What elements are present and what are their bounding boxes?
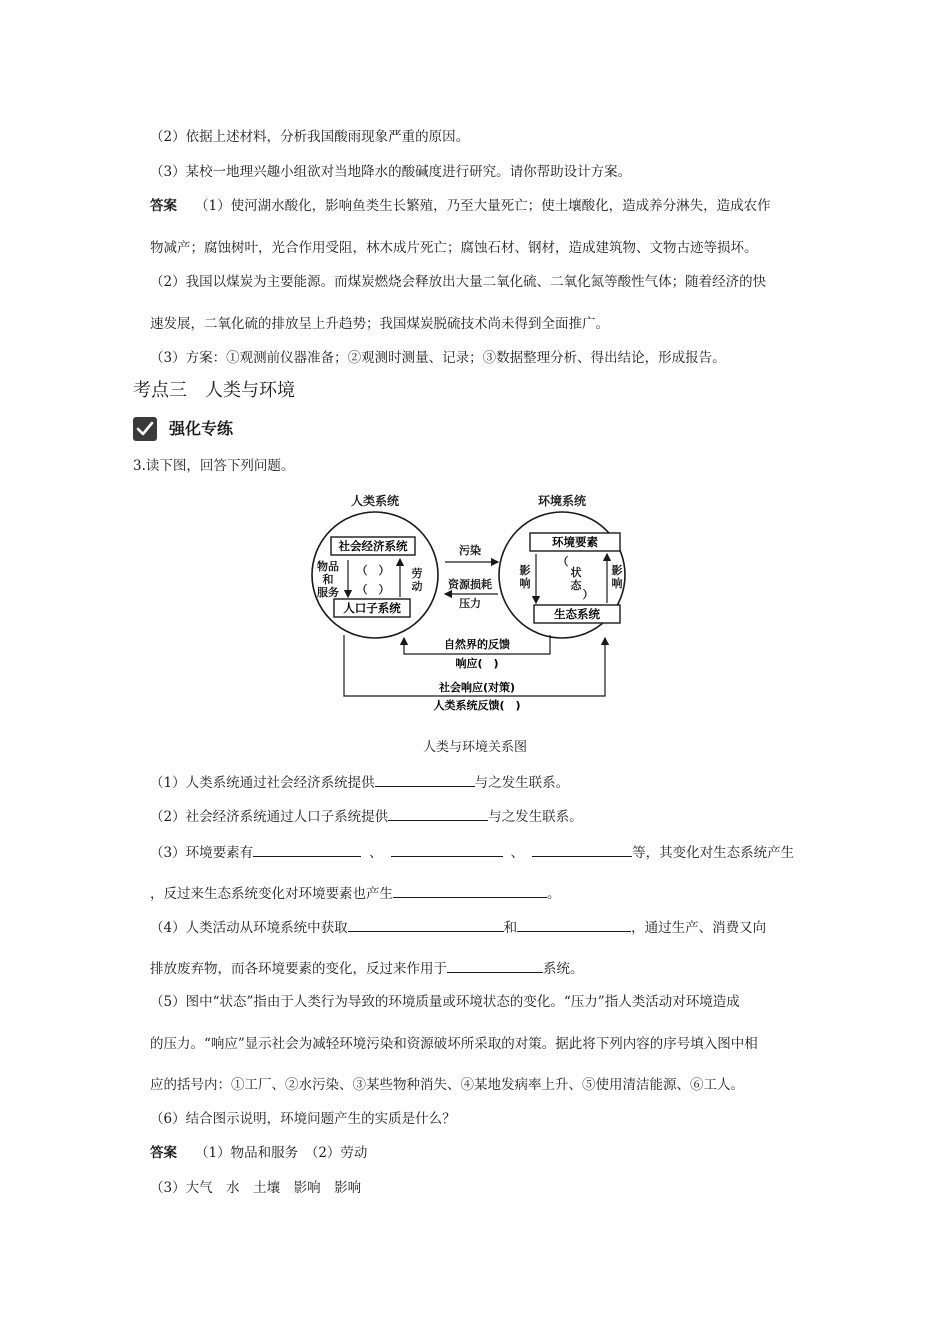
answer-1-line-1	[150, 196, 771, 216]
answer-blank[interactable]	[391, 842, 503, 857]
human-environment-diagram	[300, 490, 650, 720]
response-label: 响应( )	[455, 657, 499, 670]
labor-label-2: 动	[411, 580, 423, 593]
answer-blank[interactable]	[517, 917, 631, 932]
social-response-label: 社会响应(对策)	[438, 681, 516, 694]
state-label-2: 态	[570, 579, 582, 592]
question-part-3: （3）某校一地理兴趣小组欲对当地降水的酸碱度进行研究。请你帮助设计方案。	[150, 164, 632, 180]
question-6: （6）结合图示说明，环境问题产生的实质是什么？	[150, 1111, 456, 1127]
influence-left-2: 响	[519, 577, 531, 590]
question-2: （2）社会经济系统通过人口子系统提供 与之发生联系。	[150, 806, 583, 827]
question-5-line-2: 的压力。“响应”显示社会为减轻环境污染和资源破坏所采取的对策。据此将下列内容的序号填入图中相	[150, 1036, 758, 1052]
goods-label-1: 物品	[317, 560, 339, 573]
influence-left-1: 影	[519, 564, 531, 577]
answer-2-line-1: （2）我国以煤炭为主要能源。而煤炭燃烧会释放出大量二氧化硫、二氧化氮等酸性气体；随着经济的快	[150, 274, 767, 290]
state-paren-close: ）	[582, 588, 594, 601]
answer-blank[interactable]	[532, 842, 632, 857]
drill-label: 强化专练	[169, 419, 234, 438]
final-answer-line-3: （3）大气 水 土壤 影响 影响	[150, 1180, 362, 1196]
env-system-title: 环境系统	[537, 494, 587, 508]
question-5-line-3: 应的括号内：①工厂、②水污染、③某些物种消失、④某地发病率上升、⑤使用清洁能源、⑥工人。	[150, 1077, 744, 1093]
influence-right-2: 响	[611, 577, 623, 590]
question-4-line-2: 排放废弃物，而各环境要素的变化，反过来作用于 系统。	[150, 958, 584, 979]
population-label: 人口子系统	[343, 601, 401, 615]
answer-blank[interactable]	[393, 883, 547, 898]
answer-blank[interactable]	[253, 842, 361, 857]
question-5-line-1: （5）图中“状态”指由于人类行为导致的环境质量或环境状态的变化。“压力”指人类活动对环境造成	[150, 994, 740, 1010]
labor-label-1: 劳	[411, 567, 423, 580]
question-1: （1）人类系统通过社会经济系统提供 与之发生联系。	[150, 772, 569, 793]
resource-label: 资源损耗	[448, 578, 492, 591]
question-part-2: （2）依据上述材料，分析我国酸雨现象严重的原因。	[150, 129, 470, 145]
answer-blank[interactable]	[375, 772, 475, 787]
blank-paren-b: （ ）	[356, 583, 390, 596]
answer-2-line-2: 速发展，二氧化硫的排放呈上升趋势；我国煤炭脱硫技术尚未得到全面推广。	[150, 316, 609, 332]
socio-econ-label: 社会经济系统	[338, 539, 408, 553]
goods-label-2: 和	[322, 573, 334, 586]
section-heading: 考点三 人类与环境	[133, 380, 295, 401]
answer-1-text: （1）使河湖水酸化，影响鱼类生长繁殖，乃至大量死亡；使土壤酸化，造成养分淋失，造成农作	[195, 198, 771, 214]
env-elements-label: 环境要素	[552, 535, 598, 549]
check-icon	[133, 417, 157, 441]
influence-right-1: 影	[611, 564, 623, 577]
state-label-1: 状	[570, 566, 582, 579]
final-answer-line-1: 答案 （1）物品和服务 （2）劳动	[150, 1145, 368, 1161]
answer-label: 答案	[150, 198, 177, 214]
nature-feedback-label: 自然界的反馈	[444, 638, 510, 651]
answer-label: 答案	[150, 1145, 177, 1161]
pollution-label: 污染	[459, 544, 481, 557]
answer-blank[interactable]	[348, 917, 504, 932]
question-3-intro: 3.读下图，回答下列问题。	[133, 458, 295, 474]
answer-1-line-2: 物减产；腐蚀树叶，光合作用受阻，林木成片死亡；腐蚀石材、钢材，造成建筑物、文物古迹等损坏。	[150, 240, 758, 256]
question-3-line-2: ，反过来生态系统变化对环境要素也产生 。	[150, 883, 561, 904]
answer-blank[interactable]	[388, 806, 488, 821]
question-3-line-1: （3）环境要素有 、 、 等，其变化对生态系统产生	[150, 842, 794, 863]
eco-system-label: 生态系统	[554, 607, 600, 621]
human-system-title: 人类系统	[350, 494, 400, 508]
pressure-label: 压力	[459, 597, 481, 610]
human-feedback-label: 人类系统反馈( )	[433, 699, 521, 712]
goods-label-3: 服务	[317, 586, 339, 599]
state-paren-open: （	[557, 555, 569, 568]
question-4-line-1: （4）人类活动从环境系统中获取 和 ，通过生产、消费又向	[150, 917, 766, 938]
diagram-caption: 人类与环境关系图	[422, 740, 527, 755]
blank-paren-a: （ ）	[356, 564, 390, 577]
answer-blank[interactable]	[447, 958, 543, 973]
answer-3-line: （3）方案：①观测前仪器准备；②观测时测量、记录；③数据整理分析、得出结论，形成报告。	[150, 350, 726, 366]
